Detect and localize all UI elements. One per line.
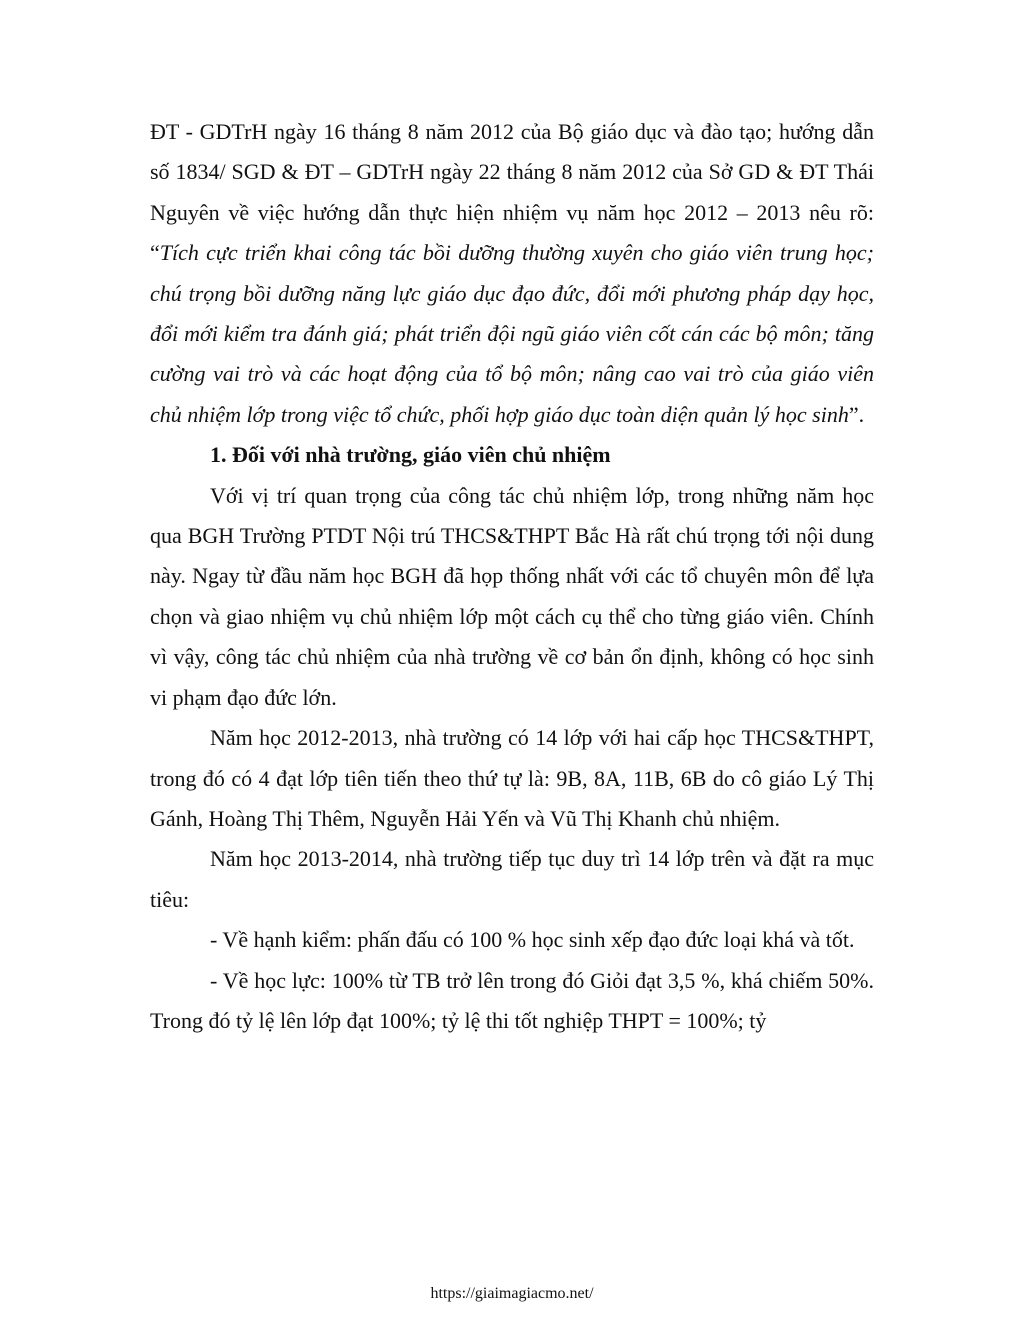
footer-url: https://giaimagiacmo.net/ [430, 1285, 594, 1302]
body-paragraph: - Về hạnh kiểm: phấn đấu có 100 % học sinh xếp đạo đức loại khá và tốt. [210, 927, 855, 953]
body-paragraph: Năm học 2012-2013, nhà trường có 14 lớp với hai cấp học THCS&THPT, trong đó có 4 đạt lớp tiên tiến theo thứ tự là: 9B, 8A, 11B, 6B do cô giáo Lý Thị Gánh, Hoàng Thị Thêm, Nguyễn Hải Yến và Vũ Thị Khanh chủ nhiệm. [150, 725, 874, 831]
intro-lead-text: ĐT - GDTrH ngày 16 tháng 8 năm 2012 của Bộ giáo dục và đào tạo; hướng dẫn số 1834/ SGD & ĐT – GDTrH ngày 22 tháng 8 năm 2012 của Sở GD & ĐT Thái Nguyên về việc hướng dẫn thực hiện nhiệm vụ năm học 2012 – 2013 nêu rõ: “ [150, 119, 874, 266]
intro-paragraph [150, 112, 874, 435]
body-paragraph: Năm học 2013-2014, nhà trường tiếp tục duy trì 14 lớp trên và đặt ra mục tiêu: [150, 846, 874, 912]
body-paragraph: - Về học lực: 100% từ TB trở lên trong đó Giỏi đạt 3,5 %, khá chiếm 50%. Trong đó tỷ lệ lên lớp đạt 100%; tỷ lệ thi tốt nghiệp THPT = 100%; tỷ [150, 967, 874, 1033]
section-heading: 1. Đối với nhà trường, giáo viên chủ nhiệm [210, 442, 611, 468]
intro-tail-text: ”. [848, 401, 865, 427]
intro-quote-text: Tích cực triển khai công tác bồi dưỡng thường xuyên cho giáo viên trung học; chú trọng bồi dưỡng năng lực giáo dục đạo đức, đổi mới phương pháp dạy học, đổi mới kiểm tra đánh giá; phát triển đội ngũ giáo viên cốt cán các bộ môn; tăng cường vai trò và các hoạt động của tổ bộ môn; nâng cao vai trò của giáo viên chủ nhiệm lớp trong việc tổ chức, phối hợp giáo dục toàn diện quản lý học sinh [150, 240, 874, 427]
document-body [150, 112, 874, 1041]
body-paragraph: Với vị trí quan trọng của công tác chủ nhiệm lớp, trong những năm học qua BGH Trường PTDT Nội trú THCS&THPT Bắc Hà rất chú trọng tới nội dung này. Ngay từ đầu năm học BGH đã họp thống nhất với các tổ chuyên môn để lựa chọn và giao nhiệm vụ chủ nhiệm lớp một cách cụ thể cho từng giáo viên. Chính vì vậy, công tác chủ nhiệm của nhà trường về cơ bản ổn định, không có học sinh vi phạm đạo đức lớn. [150, 482, 874, 710]
